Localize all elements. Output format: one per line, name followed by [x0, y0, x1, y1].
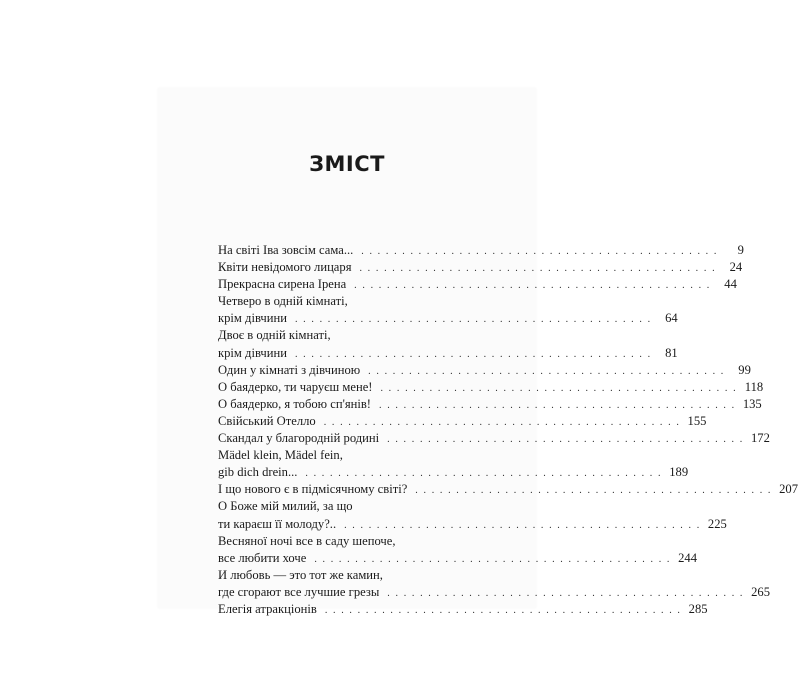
toc-page-number: 172 — [750, 431, 770, 446]
toc-entry-row — [218, 379, 764, 396]
toc-entry-row — [218, 362, 751, 379]
toc-entry-title: Квіти невідомого лицаря — [218, 260, 352, 275]
toc-leader-dots: . . . . . . . . . . . . . . . . . . . . . . . . . . . . . . . . . . . . . . . . . . . . — [415, 485, 772, 497]
toc-entry-row — [218, 259, 743, 276]
toc-page-number: 99 — [738, 362, 751, 377]
toc-leader-dots: . . . . . . . . . . . . . . . . . . . . . . . . . . . . . . . . . . . . . . . . . . . . — [314, 553, 672, 565]
toc-entry-row — [218, 396, 762, 413]
toc-leader-dots: . . . . . . . . . . . . . . . . . . . . . . . . . . . . . . . . . . . . . . . . . . . . — [380, 382, 738, 394]
toc-entry-title-line: Двоє в одній кімнаті, — [218, 328, 331, 343]
toc-entry — [218, 293, 678, 327]
toc-entry-row — [218, 413, 707, 430]
toc-entry-row — [218, 550, 698, 567]
toc-entry-row — [218, 481, 798, 498]
toc-page-number: 81 — [665, 345, 678, 360]
toc-page-number: 135 — [742, 396, 762, 411]
toc-entry-row — [218, 276, 737, 293]
toc-entry-title: Елегія атракціонів — [218, 601, 317, 616]
toc-entry-row — [218, 601, 708, 618]
toc-leader-dots: . . . . . . . . . . . . . . . . . . . . . . . . . . . . . . . . . . . . . . . . . . . . — [387, 587, 744, 599]
toc-entry — [218, 567, 770, 601]
toc-entry — [218, 276, 737, 293]
toc-leader-dots: . . . . . . . . . . . . . . . . . . . . . . . . . . . . . . . . . . . . . . . . . . . . — [359, 263, 717, 275]
toc-entry-title: Скандал у благородній родині — [218, 431, 380, 446]
toc-entry-row — [218, 464, 689, 481]
toc-leader-dots: . . . . . . . . . . . . . . . . . . . . . . . . . . . . . . . . . . . . . . . . . . . . — [324, 604, 682, 616]
toc-leader-dots: . . . . . . . . . . . . . . . . . . . . . . . . . . . . . . . . . . . . . . . . . . . . — [368, 365, 725, 377]
toc-entry — [218, 447, 689, 481]
toc-entry-title-line: И любовь — это тот же камин, — [218, 567, 383, 582]
toc-page-number: 155 — [687, 413, 707, 428]
toc-leader-dots: . . . . . . . . . . . . . . . . . . . . . . . . . . . . . . . . . . . . . . . . . . . . — [305, 468, 663, 480]
toc-leader-dots: . . . . . . . . . . . . . . . . . . . . . . . . . . . . . . . . . . . . . . . . . . . . — [387, 434, 744, 446]
toc-entry-title: крім дівчини — [218, 345, 287, 360]
toc-entry-title: І що нового є в підмісячному світі? — [218, 482, 408, 497]
toc-entry — [218, 430, 770, 447]
toc-entry-row — [218, 310, 678, 327]
toc-entry-title-line: Четверо в одній кімнаті, — [218, 294, 348, 309]
toc-entry-title: крім дівчини — [218, 311, 287, 326]
toc-entry-title-line: Весняної ночі все в саду шепоче, — [218, 533, 396, 548]
toc-entry — [218, 362, 751, 379]
toc-page-number: 64 — [665, 311, 678, 326]
toc-entry-title: все любити хоче — [218, 550, 307, 565]
toc-entry-title: О баядерко, я тобою сп'янів! — [218, 396, 372, 411]
toc-page-number: 189 — [669, 465, 689, 480]
toc-page-number: 285 — [688, 601, 708, 616]
toc-leader-dots: . . . . . . . . . . . . . . . . . . . . . . . . . . . . . . . . . . . . . . . . . . . . — [354, 280, 711, 292]
toc-entry — [218, 242, 744, 259]
toc-leader-dots: . . . . . . . . . . . . . . . . . . . . . . . . . . . . . . . . . . . . . . . . . . . . — [294, 348, 652, 360]
toc-entry — [218, 413, 707, 430]
toc-leader-dots: . . . . . . . . . . . . . . . . . . . . . . . . . . . . . . . . . . . . . . . . . . . . — [379, 399, 736, 411]
toc-entry-title-line: О Боже мій милий, за що — [218, 499, 353, 514]
toc-leader-dots: . . . . . . . . . . . . . . . . . . . . . . . . . . . . . . . . . . . . . . . . . . . . — [344, 519, 701, 531]
toc-entry-row — [218, 345, 678, 362]
toc-entry-title: О баядерко, ти чаруєш мене! — [218, 379, 373, 394]
toc-page-number: 9 — [737, 243, 744, 257]
toc-entry-title: gib dich drein... — [218, 465, 298, 480]
toc-entry-title: Свійський Отелло — [218, 413, 316, 428]
toc-entry-title: где сгорают все лучшие грезы — [218, 584, 380, 599]
toc-entry — [218, 396, 762, 413]
toc-entry-title: ти караєш її молоду?.. — [218, 516, 337, 531]
toc-entry-title-line: Mädel klein, Mädel fein, — [218, 448, 343, 463]
toc-leader-dots: . . . . . . . . . . . . . . . . . . . . . . . . . . . . . . . . . . . . . . . . . . . . — [294, 314, 652, 326]
page-title: ЗМІСТ — [309, 152, 385, 176]
toc-page-number: 44 — [724, 277, 737, 292]
toc-entry-row — [218, 516, 727, 533]
toc-entry — [218, 533, 698, 567]
toc-page-number: 265 — [751, 584, 770, 599]
toc-page-number: 207 — [779, 482, 798, 497]
toc-entry — [218, 481, 798, 498]
toc-leader-dots: . . . . . . . . . . . . . . . . . . . . . . . . . . . . . . . . . . . . . . . . . . . . — [323, 416, 681, 428]
toc-entry-row — [218, 584, 770, 601]
toc-entry — [218, 601, 708, 618]
table-of-contents — [218, 242, 798, 618]
toc-entry — [218, 379, 764, 396]
toc-entry — [218, 259, 743, 276]
toc-entry-row — [218, 430, 770, 447]
toc-entry — [218, 498, 727, 532]
toc-entry-title: Один у кімнаті з дівчиною — [218, 362, 361, 377]
toc-entry-title: Прекрасна сирена Ірена — [218, 277, 347, 292]
toc-page-number: 244 — [678, 550, 698, 565]
toc-entry-row — [218, 242, 744, 259]
toc-entry-title: На світі Іва зовсім сама... — [218, 243, 354, 257]
toc-page-number: 118 — [744, 379, 764, 394]
toc-entry — [218, 327, 678, 361]
toc-page-number: 24 — [729, 260, 743, 275]
toc-page-number: 225 — [707, 516, 727, 531]
toc-leader-dots: . . . . . . . . . . . . . . . . . . . . . . . . . . . . . . . . . . . . . . . . . . . . — [361, 246, 718, 257]
